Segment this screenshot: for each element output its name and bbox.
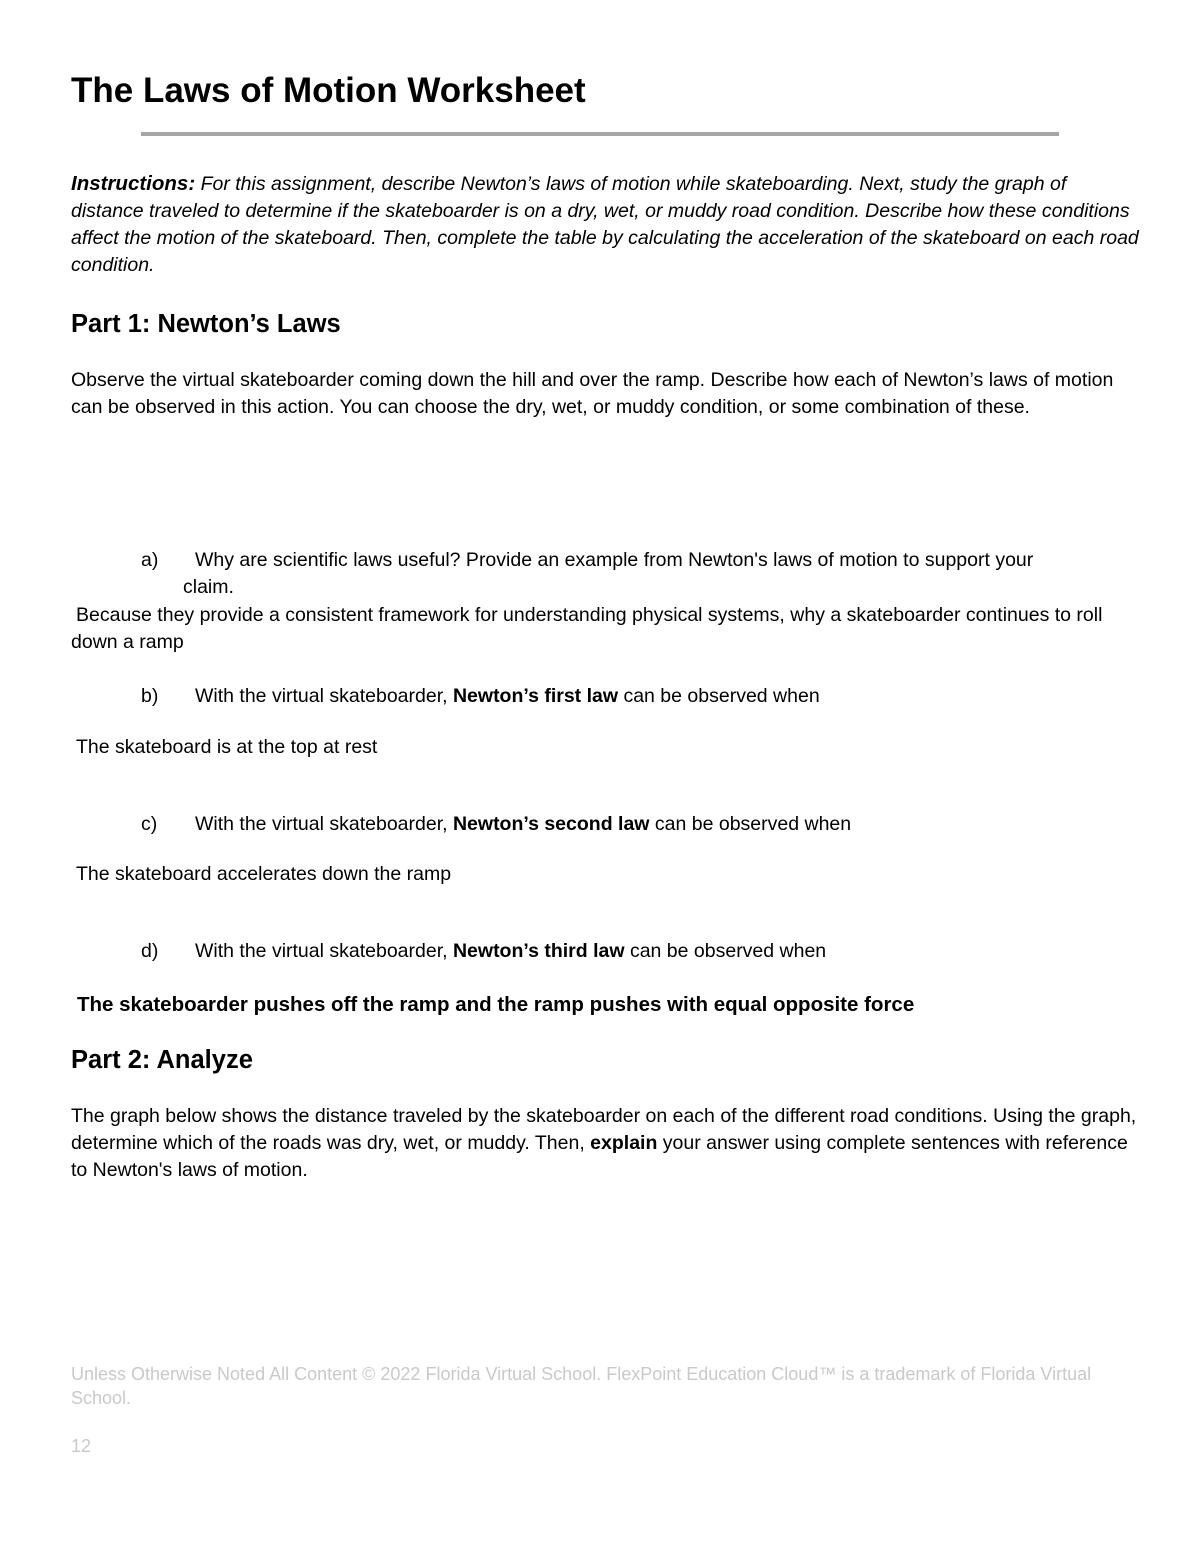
answer-d: The skateboarder pushes off the ramp and the ramp pushes with equal opposite force — [77, 993, 915, 1016]
question-a-text-line2: claim. — [183, 576, 234, 598]
question-d — [141, 938, 1141, 965]
title-divider — [141, 132, 1059, 136]
question-c-law: Newton’s second law — [452, 813, 650, 835]
question-d-prefix: With the virtual skateboarder, — [195, 940, 448, 962]
instructions-label: Instructions: — [71, 172, 196, 195]
part1-heading: Part 1: Newton’s Laws — [71, 310, 341, 338]
answer-c: The skateboard accelerates down the ramp — [76, 863, 452, 885]
question-a-letter: a) — [141, 549, 159, 571]
answer-b: The skateboard is at the top at rest — [76, 736, 378, 758]
page-number: 12 — [71, 1436, 92, 1456]
footer-copyright: Unless Otherwise Noted All Content © 2022 Florida Virtual School. FlexPoint Education Cloud™ is a trademark of Florida Virtual School. — [71, 1364, 1092, 1408]
question-b-suffix: can be observed when — [623, 685, 820, 707]
question-c-prefix: With the virtual skateboarder, — [195, 813, 448, 835]
part2-text-before: The graph below shows the distance traveled by the skateboarder on each of the different road conditions. Using the graph, determine which of the roads was dry, wet, or muddy. Then, — [71, 1105, 1137, 1154]
question-d-letter: d) — [141, 940, 159, 962]
question-a — [141, 547, 1141, 601]
question-b-law: Newton’s first law — [452, 685, 619, 707]
instructions — [71, 170, 1141, 279]
question-c — [141, 811, 1141, 838]
question-a-text-line1: Why are scientific laws useful? Provide an example from Newton's laws of motion to support your — [195, 549, 1034, 571]
part2-heading: Part 2: Analyze — [71, 1046, 253, 1074]
answer-a: Because they provide a consistent framework for understanding physical systems, why a skateboarder continues to roll down a ramp — [71, 604, 1103, 653]
question-b — [141, 683, 1141, 710]
question-d-suffix: can be observed when — [629, 940, 827, 962]
question-c-letter: c) — [141, 813, 158, 835]
part2-text-after: your answer using complete sentences with reference to Newton's laws of motion. — [71, 1132, 1128, 1181]
instructions-text: For this assignment, describe Newton’s laws of motion while skateboarding. Next, study the graph of distance traveled to determine if the skateboarder is on a dry, wet, or muddy road condition. Describe how these conditions affect the motion of the skateboard. Then, complete the table by calculating the acceleration of the skateboard on each road condition. — [71, 173, 1139, 276]
question-d-law: Newton’s third law — [452, 940, 625, 962]
question-b-letter: b) — [141, 685, 159, 707]
question-c-suffix: can be observed when — [654, 813, 852, 835]
part2-emphasis: explain — [590, 1132, 658, 1154]
question-b-prefix: With the virtual skateboarder, — [195, 685, 448, 707]
part1-intro: Observe the virtual skateboarder coming down the hill and over the ramp. Describe how each of Newton’s laws of motion can be observed in this action. You can choose the dry, wet, or muddy condition, or some combination of these. — [71, 369, 1114, 418]
part2-text — [71, 1103, 1141, 1184]
page-title: The Laws of Motion Worksheet — [71, 71, 586, 110]
